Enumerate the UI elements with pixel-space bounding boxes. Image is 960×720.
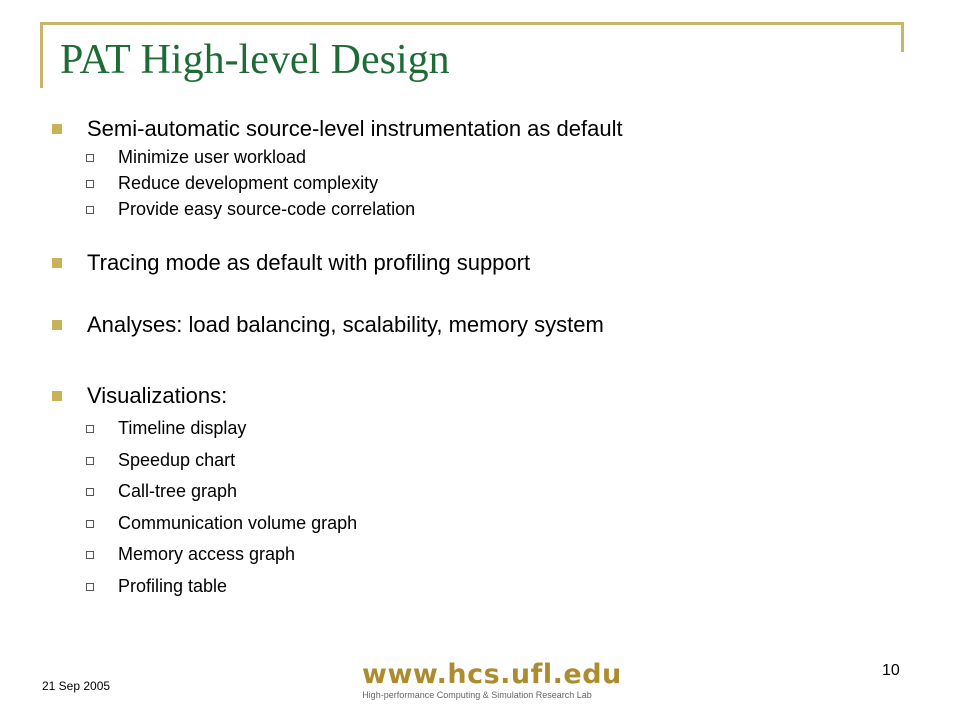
sub-bullet-item — [86, 513, 357, 534]
sub-bullet-item — [86, 481, 237, 502]
checkbox-bullet-icon — [86, 583, 94, 591]
square-bullet-icon — [52, 124, 62, 134]
page-number: 10 — [882, 662, 900, 679]
bullet-text: Analyses: load balancing, scalability, memory system — [87, 312, 604, 337]
sub-bullet-item — [86, 147, 306, 168]
square-bullet-icon — [52, 391, 62, 401]
logo-subtitle: High-performance Computing & Simulation Research Lab — [362, 690, 592, 700]
checkbox-bullet-icon — [86, 520, 94, 528]
square-bullet-icon — [52, 320, 62, 330]
sub-bullet-text: Timeline display — [118, 418, 247, 438]
bullet-text: Semi-automatic source-level instrumentation as default — [87, 116, 623, 141]
checkbox-bullet-icon — [86, 425, 94, 433]
bullet-item — [52, 250, 530, 276]
bullet-item — [52, 312, 604, 338]
bullet-text: Tracing mode as default with profiling support — [87, 250, 531, 275]
checkbox-bullet-icon — [86, 206, 94, 214]
sub-bullet-item — [86, 544, 295, 565]
checkbox-bullet-icon — [86, 457, 94, 465]
sub-bullet-text: Speedup chart — [118, 450, 236, 470]
bullet-item — [52, 116, 623, 142]
logo-url-text: www.hcs.ufl.edu — [362, 659, 622, 690]
sub-bullet-item — [86, 418, 246, 439]
sub-bullet-text: Minimize user workload — [118, 147, 307, 167]
footer-date: 21 Sep 2005 — [42, 679, 111, 693]
sub-bullet-text: Reduce development complexity — [118, 173, 379, 193]
sub-bullet-text: Communication volume graph — [118, 513, 358, 533]
bullet-item — [52, 383, 227, 409]
checkbox-bullet-icon — [86, 154, 94, 162]
checkbox-bullet-icon — [86, 488, 94, 496]
lab-logo — [362, 659, 622, 701]
sub-bullet-text: Call-tree graph — [118, 481, 238, 501]
checkbox-bullet-icon — [86, 180, 94, 188]
sub-bullet-text: Memory access graph — [118, 544, 296, 564]
sub-bullet-text: Profiling table — [118, 576, 228, 596]
slide-title: PAT High-level Design — [60, 37, 450, 83]
sub-bullet-text: Provide easy source-code correlation — [118, 199, 416, 219]
sub-bullet-item — [86, 173, 378, 194]
sub-bullet-item — [86, 576, 227, 597]
sub-bullet-item — [86, 199, 415, 220]
checkbox-bullet-icon — [86, 551, 94, 559]
sub-bullet-item — [86, 450, 235, 471]
square-bullet-icon — [52, 258, 62, 268]
bullet-text: Visualizations: — [87, 383, 228, 408]
